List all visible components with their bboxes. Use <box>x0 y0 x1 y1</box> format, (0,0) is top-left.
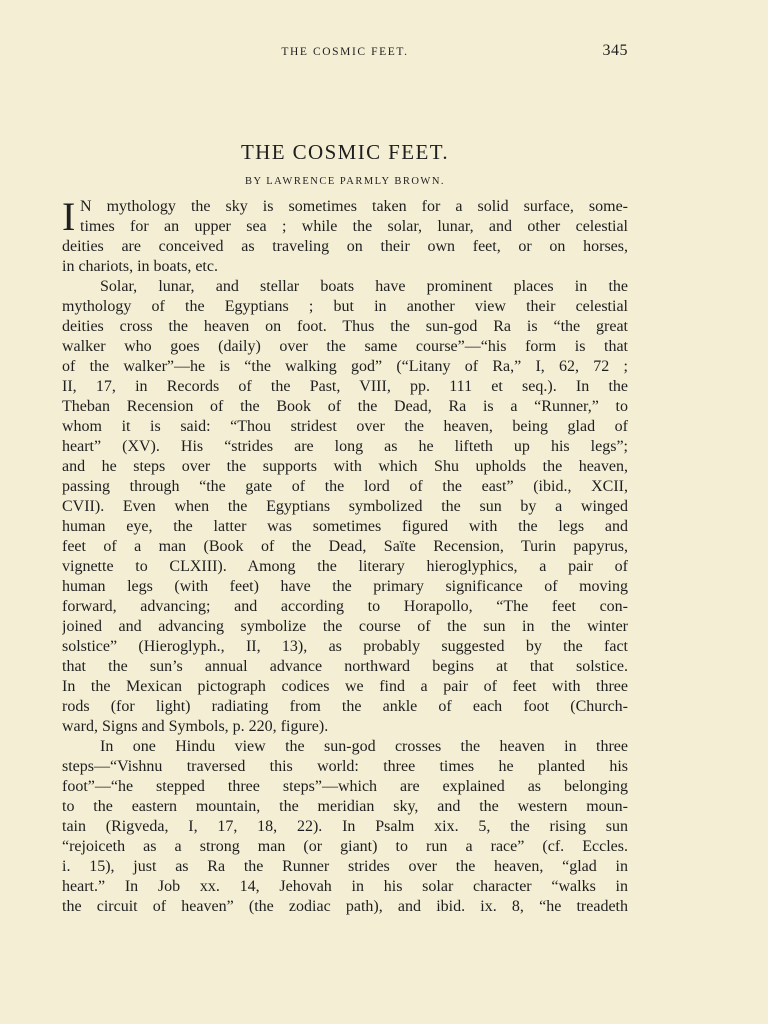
body-lines <box>62 194 628 917</box>
text-line: II, 17, in Records of the Past, VIII, pp. 111 et seq.). In the <box>62 378 628 395</box>
text-line: whom it is said: “Thou stridest over the heaven, being glad of <box>62 418 628 435</box>
text-line: human eye, the latter was sometimes figured with the legs and <box>62 518 628 535</box>
text-line: walker who goes (daily) over the same course”—“his form is that <box>62 338 628 355</box>
text-line: vignette to CLXIII). Among the literary hieroglyphics, a pair of <box>62 558 628 575</box>
text-line: mythology of the Egyptians ; but in another view their celestial <box>62 298 628 315</box>
text-line: to the eastern mountain, the meridian sky, and the western moun- <box>62 798 628 815</box>
text-line: “rejoiceth as a strong man (or giant) to run a race” (cf. Eccles. <box>62 838 628 855</box>
text-line: heart” (XV). His “strides are long as he lifteth up his legs”; <box>62 438 628 455</box>
drop-cap: I <box>62 194 76 239</box>
text-line: human legs (with feet) have the primary significance of moving <box>62 578 628 595</box>
text-line: joined and advancing symbolize the course of the sun in the winter <box>62 618 628 635</box>
text-line: N mythology the sky is sometimes taken for a solid surface, some- <box>80 198 628 215</box>
text-line: feet of a man (Book of the Dead, Saïte Recension, Turin papyrus, <box>62 538 628 555</box>
text-line: CVII). Even when the Egyptians symbolized the sun by a winged <box>62 498 628 515</box>
text-line: times for an upper sea ; while the solar, lunar, and other celestial <box>80 218 628 235</box>
text-line: passing through “the gate of the lord of the east” (ibid., XCII, <box>62 478 628 495</box>
text-line: the circuit of heaven” (the zodiac path), and ibid. ix. 8, “he treadeth <box>62 898 628 915</box>
text-line: ward, Signs and Symbols, p. 220, figure). <box>62 718 329 735</box>
running-title: THE COSMIC FEET. <box>281 46 409 58</box>
article-title: THE COSMIC FEET. <box>240 140 450 164</box>
text-line: that the sun’s annual advance northward begins at that solstice. <box>62 658 628 675</box>
text-line: steps—“Vishnu traversed this world: three times he planted his <box>62 758 628 775</box>
text-line: In one Hindu view the sun-god crosses the heaven in three <box>100 738 628 755</box>
text-line: deities cross the heaven on foot. Thus the sun-god Ra is “the great <box>62 318 628 335</box>
text-line: in chariots, in boats, etc. <box>62 258 218 275</box>
text-line: and he steps over the supports with which Shu upholds the heaven, <box>62 458 628 475</box>
running-head <box>62 42 628 62</box>
text-line: In the Mexican pictograph codices we find a pair of feet with three <box>62 678 628 695</box>
text-line: heart.” In Job xx. 14, Jehovah in his solar character “walks in <box>62 878 628 895</box>
article-body <box>62 194 628 917</box>
text-line: Solar, lunar, and stellar boats have prominent places in the <box>100 278 628 295</box>
text-line: solstice” (Hieroglyph., II, 13), as probably suggested by the fact <box>62 638 628 655</box>
text-line: Theban Recension of the Book of the Dead, Ra is a “Runner,” to <box>62 398 628 415</box>
text-line: of the walker”—he is “the walking god” (“Litany of Ra,” I, 62, 72 ; <box>62 358 628 375</box>
page-number: 345 <box>602 42 628 59</box>
text-line: deities are conceived as traveling on their own feet, or on horses, <box>62 238 628 255</box>
article-byline: BY LAWRENCE PARMLY BROWN. <box>244 176 446 187</box>
text-line: i. 15), just as Ra the Runner strides over the heaven, “glad in <box>62 858 628 875</box>
text-line: rods (for light) radiating from the ankle of each foot (Church- <box>62 698 628 715</box>
text-line: forward, advancing; and according to Horapollo, “The feet con- <box>62 598 628 615</box>
text-line: tain (Rigveda, I, 17, 18, 22). In Psalm xix. 5, the rising sun <box>62 818 628 835</box>
text-line: foot”—“he stepped three steps”—which are explained as belonging <box>62 778 628 795</box>
